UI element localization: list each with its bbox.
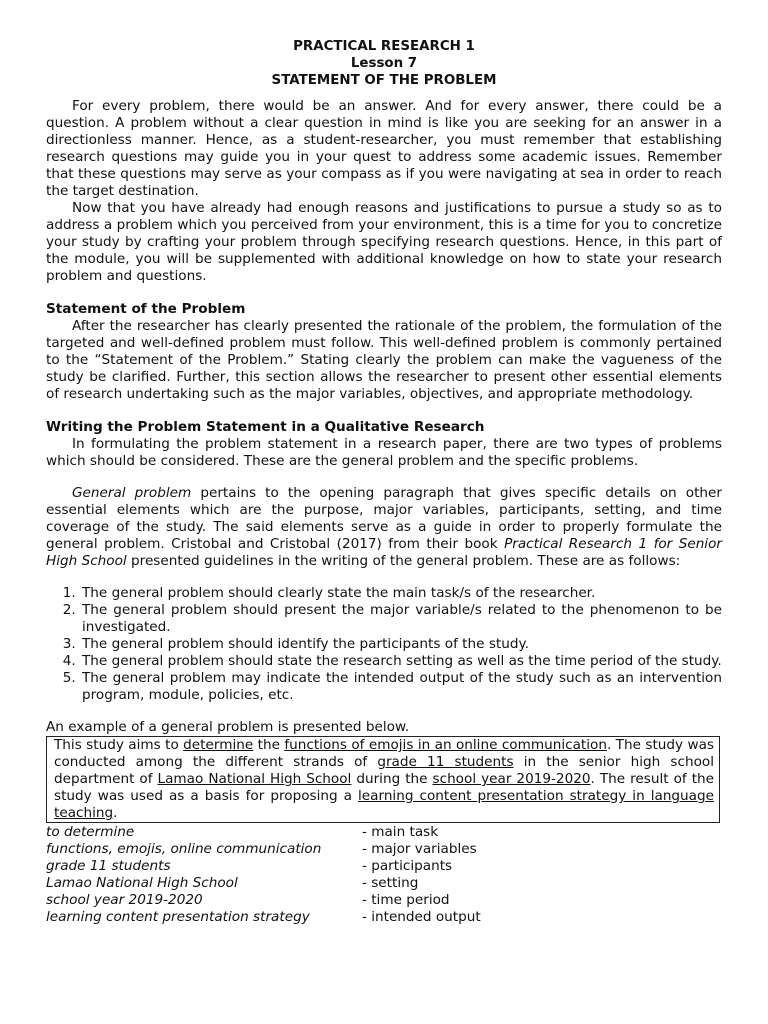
subject-title: PRACTICAL RESEARCH 1 <box>293 39 475 54</box>
example-output: learning content presentation strategy in language teaching <box>54 788 714 821</box>
example-text: the <box>253 737 285 753</box>
guideline-item: 2. The general problem should present the major variable/s related to the phenomenon to be investigated. <box>80 602 722 636</box>
example-main-task: determine <box>183 737 254 753</box>
example-participants: grade 11 students <box>377 754 514 770</box>
example-intro: An example of a general problem is presented below. <box>46 719 410 735</box>
example-time-period: school year 2019-2020 <box>432 771 591 787</box>
example-text: . The result of the study was used as a basis for proposing a <box>54 771 714 804</box>
legend-row <box>46 841 481 858</box>
legend-desc: - participants <box>362 858 453 874</box>
legend-term: grade 11 students <box>46 858 171 874</box>
legend-term: to determine <box>46 824 135 840</box>
legend-desc: - major variables <box>362 841 477 857</box>
legend-row <box>46 858 481 875</box>
legend-row <box>46 824 481 841</box>
example-text: during the <box>351 771 433 787</box>
legend-term: school year 2019-2020 <box>46 892 203 908</box>
example-setting: Lamao National High School <box>157 771 352 787</box>
example-text: This study aims to <box>54 737 184 753</box>
statement-paragraph: After the researcher has clearly presented the rationale of the problem, the formulation of the targeted and well-defined problem must follow. This well-defined problem is commonly pertained to the “Statement of the Problem.” Stating clearly the problem can make the vagueness of the study be clarified. Further, this section allows the researcher to present other essential elements of research undertaking such as the major variables, objectives, and appropriate methodology. <box>46 318 722 402</box>
example-text: . The study was conducted among the different strands of <box>54 737 714 770</box>
general-problem-term: General problem <box>72 485 192 501</box>
legend-row <box>46 909 481 926</box>
legend-row <box>46 875 481 892</box>
guideline-item: 3. The general problem should identify the participants of the study. <box>80 636 722 653</box>
book-title: Practical Research 1 for Senior High School <box>46 536 722 569</box>
legend-term: Lamao National High School <box>46 875 238 891</box>
legend-term: functions, emojis, online communication <box>46 841 322 857</box>
example-box <box>46 736 720 823</box>
guideline-item: 5. The general problem may indicate the intended output of the study such as an intervention program, module, policies, etc. <box>80 670 722 704</box>
example-legend <box>46 824 481 926</box>
example-text: . <box>113 805 118 821</box>
example-text: in the senior high school department of <box>54 754 714 787</box>
general-problem-paragraph <box>46 485 722 570</box>
qualitative-heading: Writing the Problem Statement in a Qualitative Research <box>46 419 485 435</box>
general-problem-text-2: presented guidelines in the writing of the general problem. These are as follows: <box>126 553 681 569</box>
legend-desc: - setting <box>362 875 419 891</box>
legend-row <box>46 892 481 909</box>
intro-paragraph-2: Now that you have already had enough reasons and justifications to pursue a study so as to address a problem which you perceived from your environment, this is a time for you to concretize your study by crafting your problem through specifying research questions. Hence, in this part of the module, you will be supplemented with additional knowledge on how to state your research problem and questions. <box>46 200 722 284</box>
legend-term: learning content presentation strategy <box>46 909 310 925</box>
guideline-item: 4. The general problem should state the research setting as well as the time period of the study. <box>80 653 722 670</box>
guideline-item: 1. The general problem should clearly state the main task/s of the researcher. <box>80 585 722 602</box>
statement-heading: Statement of the Problem <box>46 301 246 317</box>
legend-desc: - main task <box>362 824 439 840</box>
general-problem-text-1: pertains to the opening paragraph that gives specific details on other essential elements which are the purpose, major variables, participants, setting, and time coverage of the study. The said elements serve as a guide in order to properly formulate the general problem. Cristobal and Cristobal (2017) from their book <box>46 485 722 552</box>
example-variables: functions of emojis in an online communication <box>284 737 607 753</box>
guidelines-list <box>46 585 722 704</box>
legend-desc: - time period <box>362 892 450 908</box>
qualitative-paragraph: In formulating the problem statement in a research paper, there are two types of problems which should be considered. These are the general problem and the specific problems. <box>46 436 722 469</box>
lesson-number: Lesson 7 <box>350 56 418 71</box>
lesson-topic: STATEMENT OF THE PROBLEM <box>271 73 497 88</box>
intro-paragraph-1: For every problem, there would be an answer. And for every answer, there could be a question. A problem without a clear question in mind is like you are seeking for an answer in a directionless manner. Hence, as a student-researcher, you must remember that establishing research questions may guide you in your quest to address some academic issues. Remember that these questions may serve as your compass as if you were navigating at sea in order to reach the target destination. <box>46 98 722 199</box>
legend-desc: - intended output <box>362 909 481 925</box>
